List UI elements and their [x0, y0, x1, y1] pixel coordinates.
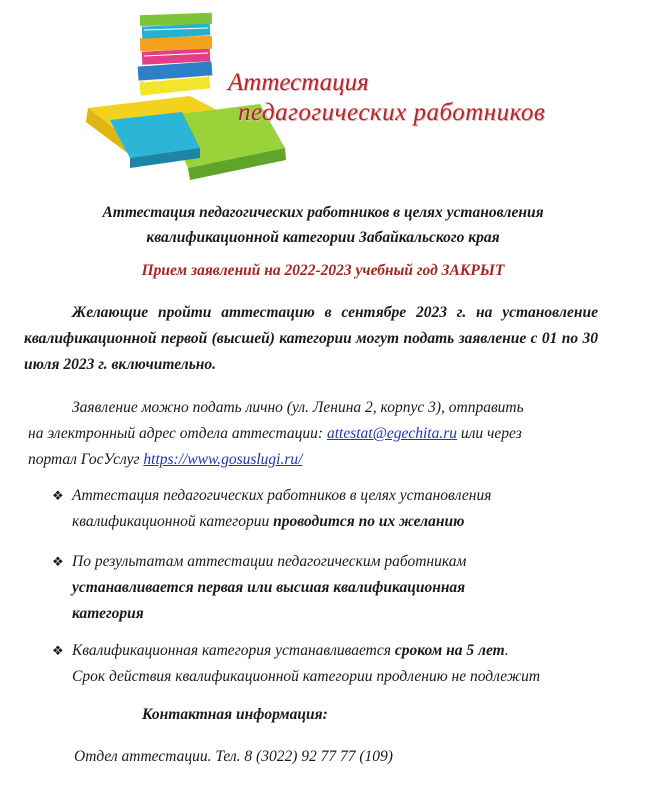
- bullet-item-voluntary: [52, 483, 612, 535]
- apply-line3-prefix: портал ГосУслуг: [28, 451, 140, 468]
- banner-title: [220, 68, 550, 128]
- apply-line2-suffix: или через: [460, 425, 522, 442]
- banner-title-line1: Аттестация: [228, 69, 369, 96]
- bullet3-line2: Срок действия квалификационной категории продлению не подлежит: [72, 668, 541, 685]
- bullet3-line1-bold: сроком на 5 лет: [394, 642, 505, 659]
- bullet2-line1: По результатам аттестации педагогическим работникам: [72, 553, 467, 570]
- contacts-heading: Контактная информация:: [142, 706, 328, 723]
- gosuslugi-link[interactable]: https://www.gosuslugi.ru/: [143, 451, 303, 468]
- bullet1-line2-plain: квалификационной категории: [72, 513, 270, 530]
- diamond-bullet-icon: ❖: [52, 488, 64, 503]
- bullet1-line2-bold: проводится по их желанию: [273, 513, 465, 530]
- bullet-item-category: [52, 549, 612, 627]
- diamond-bullet-icon: ❖: [52, 643, 64, 658]
- apply-line2-prefix: на электронный адрес отдела аттестации:: [28, 425, 324, 442]
- banner: [70, 8, 550, 183]
- contacts-phone: Отдел аттестации. Тел. 8 (3022) 92 77 77 (109): [74, 748, 393, 765]
- bullet3-line1-end: .: [504, 642, 509, 659]
- bullet-item-term: [52, 638, 612, 690]
- apply-line1: Заявление можно подать лично (ул. Ленина 2, корпус 3), отправить: [72, 399, 524, 416]
- email-link[interactable]: attestat@egechita.ru: [326, 425, 458, 442]
- banner-title-line2: педагогических работников: [238, 99, 546, 126]
- bullet2-line2: устанавливается первая или высшая квалификационная: [72, 579, 466, 596]
- bullet3-line1-plain: Квалификационная категория устанавливается: [72, 642, 391, 659]
- document-heading: [40, 200, 606, 250]
- heading-line1: Аттестация педагогических работников в целях установления: [102, 204, 544, 221]
- diamond-bullet-icon: ❖: [52, 554, 64, 569]
- wish-paragraph: Желающие пройти аттестацию в сентябре 2023 г. на установление квалификационной первой (высшей) категории могут подать заявление с 01 по 30 июля 2023 г. включительно.: [24, 304, 598, 373]
- bullet1-line1: Аттестация педагогических работников в целях установления: [72, 487, 492, 504]
- bullet2-line3: категория: [72, 605, 144, 622]
- closed-notice: Прием заявлений на 2022-2023 учебный год ЗАКРЫТ: [141, 262, 505, 279]
- apply-paragraph: [28, 395, 608, 473]
- heading-line2: квалификационной категории Забайкальского края: [146, 229, 500, 246]
